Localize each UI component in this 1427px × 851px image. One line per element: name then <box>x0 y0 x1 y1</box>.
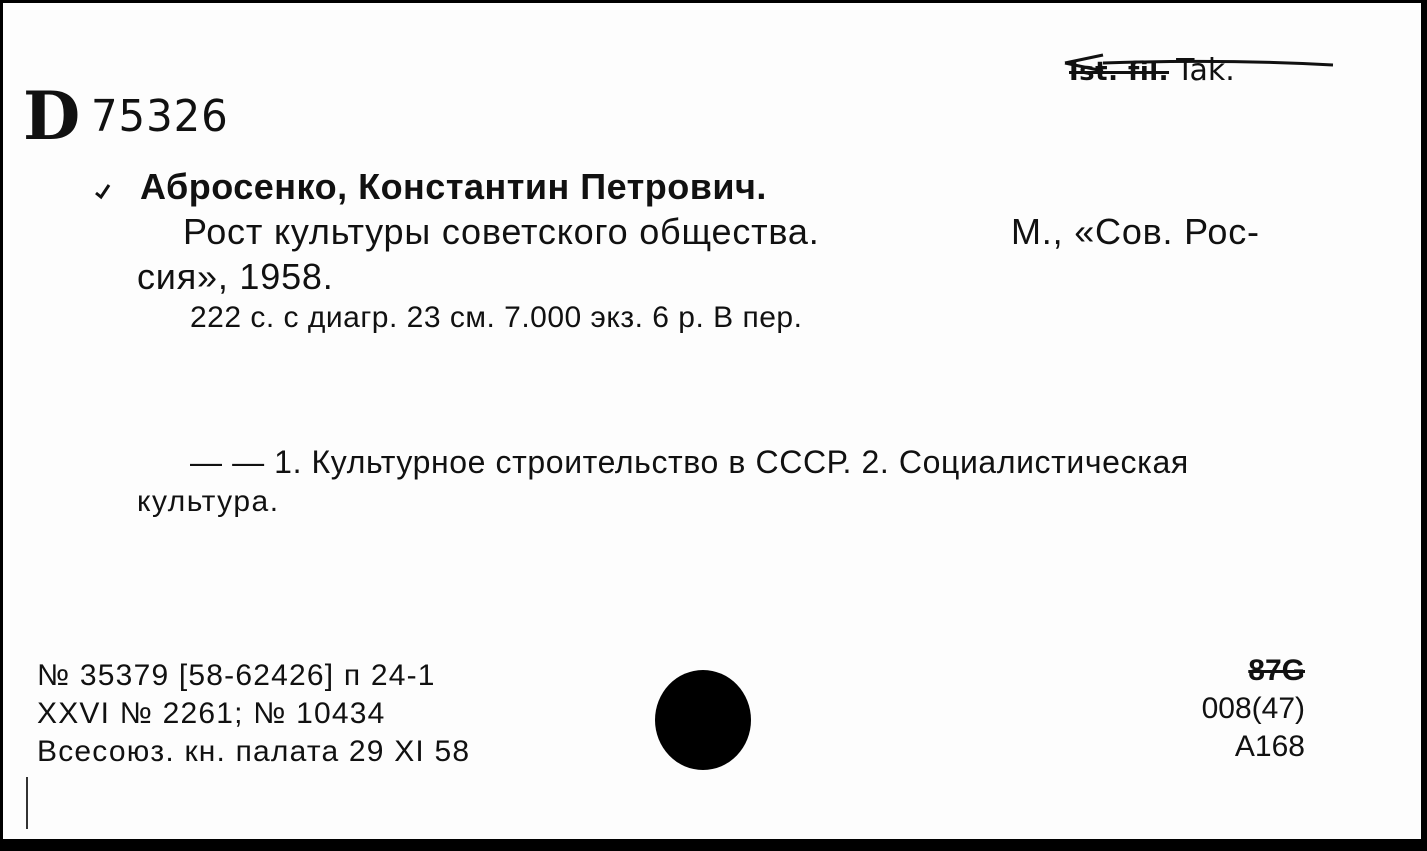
classification-info <box>1202 652 1305 766</box>
check-mark-icon <box>93 181 113 201</box>
author-heading: Абросенко, Константин Петрович. <box>140 166 767 207</box>
publication-year: сия», 1958. <box>137 256 334 297</box>
catalog-card <box>3 3 1425 839</box>
classification-code: 008(47) <box>1201 692 1305 725</box>
classification-code: A168 <box>1234 730 1305 763</box>
registry-line: Всесоюз. кн. палата 29 XI 58 <box>37 735 471 768</box>
punch-hole <box>655 670 751 770</box>
shelfmark-letter: D <box>23 77 81 155</box>
publication-place: М., «Сов. Рос- <box>1011 211 1260 252</box>
physical-description: 222 с. с диагр. 23 см. 7.000 экз. 6 р. В пер. <box>190 301 803 334</box>
registry-line: XXVI № 2261; № 10434 <box>37 697 386 730</box>
registry-info <box>37 657 470 771</box>
shelfmark-number: 75326 <box>91 91 229 142</box>
classification-struck: 87G <box>1248 654 1305 687</box>
subject-headings: — — 1. Культурное строительство в СССР. 2. Социалистическая <box>190 444 1189 480</box>
margin-mark-icon <box>21 773 37 833</box>
registry-line: № 35379 [58-62426] п 24-1 <box>37 659 436 692</box>
library-stamp <box>1069 53 1235 88</box>
stamp-struck-text: Ist. fil. <box>1069 57 1170 87</box>
stamp-text: Tak. <box>1176 53 1235 88</box>
subject-headings-cont: культура. <box>137 485 280 518</box>
book-title: Рост культуры советского общества. <box>183 211 820 252</box>
